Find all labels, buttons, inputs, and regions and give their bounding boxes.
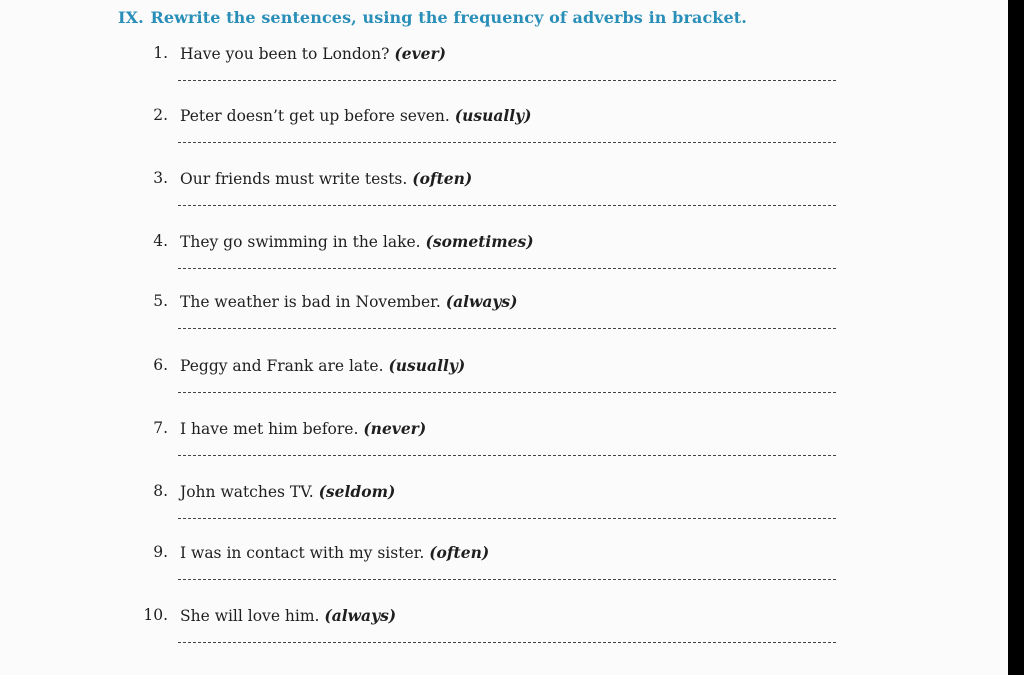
answer-line[interactable]	[178, 142, 836, 143]
item-sentence	[180, 543, 489, 562]
answer-line[interactable]	[178, 328, 836, 329]
adverb-hint: (always)	[445, 292, 518, 311]
item-number: 9.	[153, 543, 168, 561]
exercise-item	[0, 106, 1008, 166]
adverb-hint: (ever)	[394, 44, 446, 63]
item-sentence	[180, 419, 426, 438]
exercise-item	[0, 482, 1008, 542]
adverb-hint: (sometimes)	[425, 232, 534, 251]
exercise-item	[0, 232, 1008, 292]
item-number: 2.	[153, 106, 168, 124]
exercise-item	[0, 356, 1008, 416]
adverb-hint: (often)	[429, 543, 490, 562]
sentence-text: The weather is bad in November.	[180, 293, 441, 311]
item-sentence	[180, 292, 517, 311]
sentence-text: Have you been to London?	[180, 45, 390, 63]
exercise-item	[0, 543, 1008, 603]
exercise-number: IX.	[118, 8, 144, 27]
adverb-hint: (usually)	[454, 106, 532, 125]
item-sentence	[180, 169, 472, 188]
sentence-text: She will love him.	[180, 607, 320, 625]
item-sentence	[180, 606, 396, 625]
item-number: 3.	[153, 169, 168, 187]
exercise-item	[0, 44, 1008, 104]
exercise-instruction: Rewrite the sentences, using the frequency of adverbs in bracket.	[150, 8, 747, 27]
exercise-item	[0, 169, 1008, 229]
answer-line[interactable]	[178, 205, 836, 206]
adverb-hint: (seldom)	[318, 482, 396, 501]
item-sentence	[180, 482, 395, 501]
item-number: 8.	[153, 482, 168, 500]
sentence-text: I was in contact with my sister.	[180, 544, 425, 562]
answer-line[interactable]	[178, 268, 836, 269]
item-number: 1.	[153, 44, 168, 62]
item-sentence	[180, 44, 446, 63]
item-number: 4.	[153, 232, 168, 250]
item-number: 5.	[153, 292, 168, 310]
sentence-text: Our friends must write tests.	[180, 170, 408, 188]
adverb-hint: (often)	[412, 169, 473, 188]
item-sentence	[180, 356, 465, 375]
adverb-hint: (usually)	[388, 356, 466, 375]
exercise-heading	[118, 8, 747, 27]
sentence-text: Peggy and Frank are late.	[180, 357, 384, 375]
answer-line[interactable]	[178, 80, 836, 81]
sentence-text: I have met him before.	[180, 420, 359, 438]
answer-line[interactable]	[178, 455, 836, 456]
item-sentence	[180, 106, 532, 125]
item-sentence	[180, 232, 534, 251]
answer-line[interactable]	[178, 642, 836, 643]
sentence-text: John watches TV.	[180, 483, 314, 501]
item-number: 10.	[143, 606, 168, 624]
adverb-hint: (always)	[324, 606, 397, 625]
exercise-item	[0, 606, 1008, 666]
answer-line[interactable]	[178, 579, 836, 580]
cut-off-next-heading	[118, 668, 518, 678]
exercise-item	[0, 419, 1008, 479]
scan-edge	[1008, 0, 1024, 675]
exercise-item	[0, 292, 1008, 352]
sentence-text: Peter doesn’t get up before seven.	[180, 107, 450, 125]
item-number: 7.	[153, 419, 168, 437]
sentence-text: They go swimming in the lake.	[180, 233, 421, 251]
answer-line[interactable]	[178, 518, 836, 519]
item-number: 6.	[153, 356, 168, 374]
adverb-hint: (never)	[363, 419, 427, 438]
answer-line[interactable]	[178, 392, 836, 393]
